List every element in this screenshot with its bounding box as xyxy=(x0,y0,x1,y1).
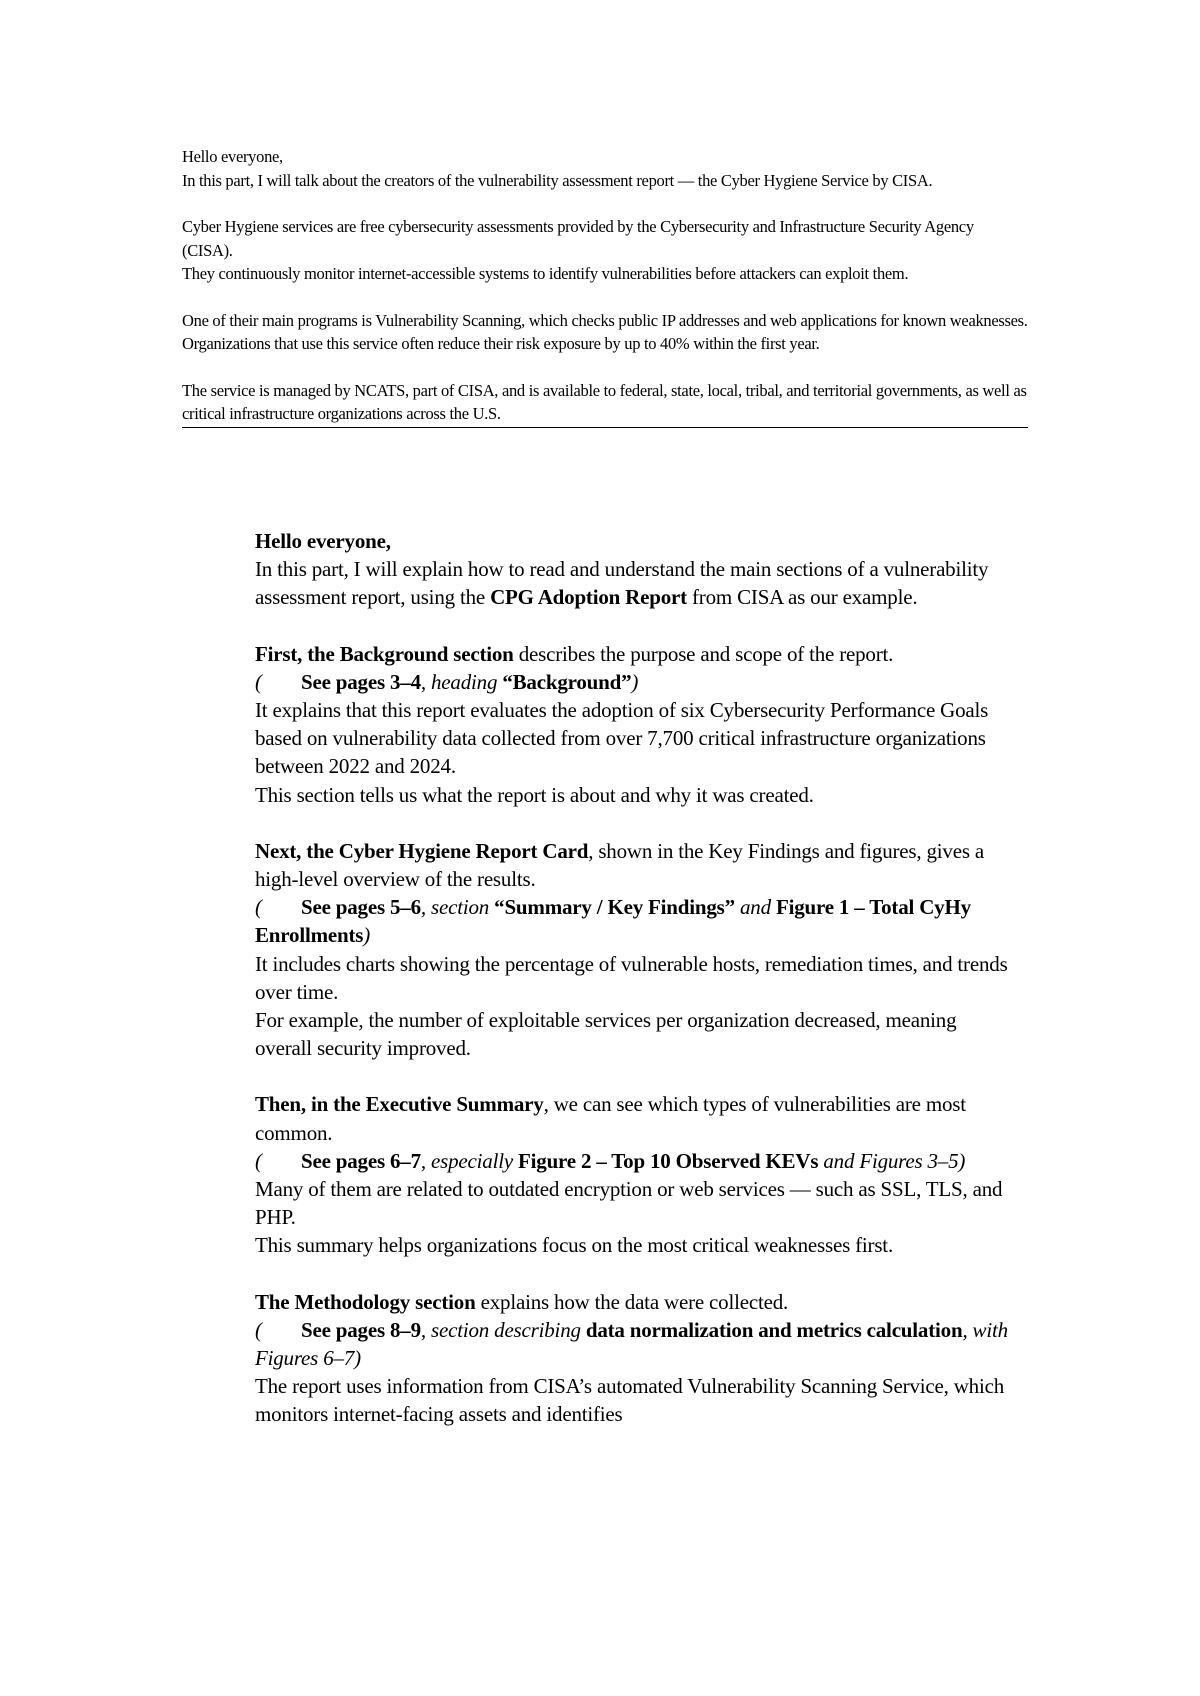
paragraph-line: One of their main programs is Vulnerability Scanning, which checks public IP addresses and web applications for known weaknesses. xyxy=(182,310,1028,330)
ref-heading: data normalization and metrics calculation xyxy=(585,1317,963,1342)
greeting-heading xyxy=(255,527,1015,555)
spacer xyxy=(255,1260,1015,1288)
background-text: describes the purpose and scope of the report. xyxy=(513,641,894,666)
report-card-reference xyxy=(255,893,1015,949)
ref-text: , heading xyxy=(420,669,503,694)
spacer xyxy=(255,809,1015,837)
report-card-body: For example, the number of exploitable services per organization decreased, meaning overall security improved. xyxy=(255,1008,957,1061)
methodology-title: The Methodology section xyxy=(255,1289,476,1314)
intro-paragraph xyxy=(255,555,1015,611)
paragraph-line: Organizations that use this service often reduce their risk exposure by up to 40% within the first year. xyxy=(182,334,820,353)
report-card-title: Next, the Cyber Hygiene Report Card xyxy=(255,838,589,863)
ref-pages: See pages 5–6 xyxy=(301,895,421,920)
executive-summary-body: This summary helps organizations focus on the most critical weaknesses first. xyxy=(255,1233,893,1258)
greeting-text: Hello everyone, xyxy=(255,529,391,553)
executive-summary-reference xyxy=(255,1147,1015,1175)
executive-summary-body: Many of them are related to outdated encryption or web services — such as SSL, TLS, and PHP. xyxy=(255,1177,1003,1230)
paren: ( xyxy=(255,1148,262,1173)
paragraph-line: They continuously monitor internet-accessible systems to identify vulnerabilities before attackers can exploit them. xyxy=(182,264,909,283)
background-title: First, the Background section xyxy=(255,641,514,666)
ref-pages: See pages 6–7 xyxy=(301,1148,421,1173)
spacer xyxy=(182,286,1028,309)
ref-text: , section describing xyxy=(420,1317,586,1342)
background-body: It explains that this report evaluates the adoption of six Cybersecurity Performance Goals based on vulnerability data collected from over 7,700 critical infrastructure organizations between 2022 and 2024. xyxy=(255,698,989,779)
paragraph-line: Cyber Hygiene services are free cybersecurity assessments provided by the Cybersecurity and Infrastructure Security Agency (CISA). xyxy=(182,217,974,260)
background-reference xyxy=(255,668,1015,696)
ref-pages: See pages 8–9 xyxy=(301,1317,421,1342)
paren: ( xyxy=(255,669,262,694)
intro-text: from CISA as our example. xyxy=(686,585,918,610)
ref-text: , section xyxy=(420,895,495,920)
paragraph-line: The service is managed by NCATS, part of CISA, and is available to federal, state, local, tribal, and territorial governments, as well as critical infrastructure organizations across the U.S. xyxy=(182,380,1027,423)
methodology-text: explains how the data were collected. xyxy=(475,1289,789,1314)
ref-text: , with Figures 6–7) xyxy=(255,1317,1008,1371)
report-card-text: , shown in the Key Findings and figures, gives a high-level overview of the results. xyxy=(255,838,984,892)
intro-text: In this part, I will explain how to read and understand the main sections of a vulnerability assessment report, using the xyxy=(255,557,989,610)
spacer xyxy=(182,356,1028,379)
ref-text: and xyxy=(734,895,776,920)
ref-text: and Figures 3–5) xyxy=(818,1148,966,1173)
notes-part-one xyxy=(182,145,1028,428)
spacer xyxy=(182,192,1028,215)
background-lead xyxy=(255,640,1015,668)
report-name: CPG Adoption Report xyxy=(490,585,687,610)
notes-part-two xyxy=(255,527,1015,1429)
background-body: This section tells us what the report is about and why it was created. xyxy=(255,782,814,807)
ref-text: , especially xyxy=(420,1148,519,1173)
paren: ) xyxy=(631,669,639,694)
report-card-lead xyxy=(255,837,1015,893)
ref-figure: Figure 1 – Total CyHy Enrollments xyxy=(255,895,971,948)
executive-summary-title: Then, in the Executive Summary xyxy=(255,1092,544,1117)
paren: ( xyxy=(255,1317,262,1342)
report-card-body: It includes charts showing the percentage of vulnerable hosts, remediation times, and trends over time. xyxy=(255,951,1008,1004)
paren: ( xyxy=(255,895,262,920)
spacer xyxy=(255,612,1015,640)
methodology-reference xyxy=(255,1316,1015,1372)
ref-heading: “Background” xyxy=(502,669,632,694)
methodology-lead xyxy=(255,1288,1015,1316)
intro-line: In this part, I will talk about the creators of the vulnerability assessment report — the Cyber Hygiene Service by CISA. xyxy=(182,170,933,190)
greeting-line: Hello everyone, xyxy=(182,147,283,166)
methodology-body: The report uses information from CISA’s automated Vulnerability Scanning Service, which monitors internet-facing assets and identifies xyxy=(255,1374,1005,1427)
ref-pages: See pages 3–4 xyxy=(301,669,421,694)
ref-figure: Figure 2 – Top 10 Observed KEVs xyxy=(518,1148,819,1173)
executive-summary-text: , we can see which types of vulnerabilities are most common. xyxy=(255,1092,966,1145)
executive-summary-lead xyxy=(255,1090,1015,1146)
ref-heading: “Summary / Key Findings” xyxy=(494,895,735,920)
spacer xyxy=(255,1062,1015,1090)
paren: ) xyxy=(363,923,371,948)
